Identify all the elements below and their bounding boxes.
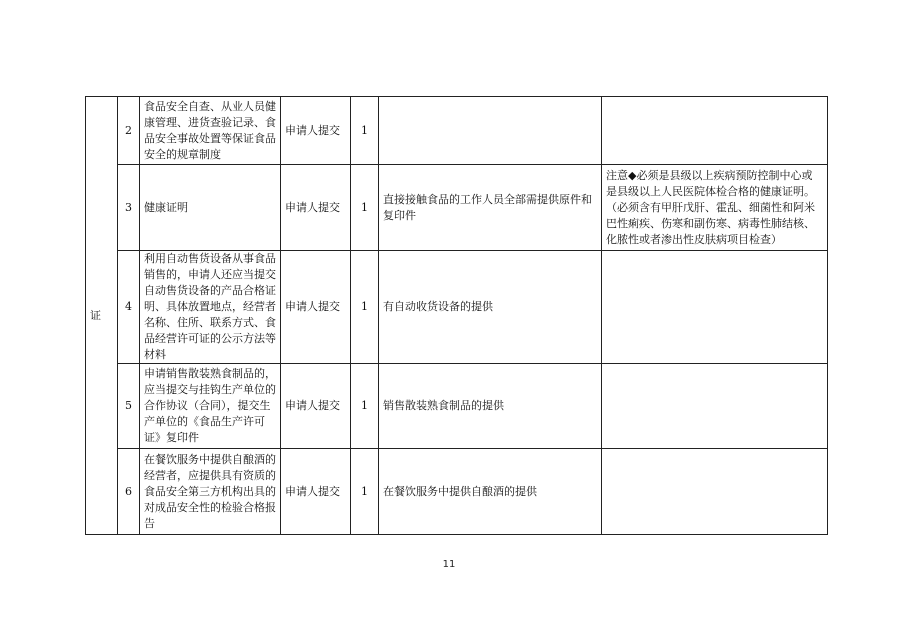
category-cell: 证 [86, 97, 118, 535]
submitter-cell: 申请人提交 [281, 364, 351, 449]
row-number: 3 [118, 165, 140, 251]
submitter-cell: 申请人提交 [281, 251, 351, 364]
row-number: 5 [118, 364, 140, 449]
condition-cell: 在餐饮服务中提供自酿酒的提供 [379, 449, 602, 535]
condition-cell: 有自动收货设备的提供 [379, 251, 602, 364]
copies-cell: 1 [351, 97, 379, 165]
copies-cell: 1 [351, 364, 379, 449]
material-name: 申请销售散装熟食制品的，应当提交与挂钩生产单位的合作协议（合同），提交生产单位的《食品生产许可证》复印件 [140, 364, 281, 449]
table-row [86, 449, 828, 535]
table-row [86, 97, 828, 165]
copies-cell: 1 [351, 165, 379, 251]
copies-cell: 1 [351, 449, 379, 535]
note-cell [602, 449, 828, 535]
table-row [86, 251, 828, 364]
row-number: 6 [118, 449, 140, 535]
material-name: 健康证明 [140, 165, 281, 251]
note-cell [602, 97, 828, 165]
submitter-cell: 申请人提交 [281, 449, 351, 535]
page-number: 11 [442, 559, 456, 570]
condition-cell: 直接接触食品的工作人员全部需提供原件和复印件 [379, 165, 602, 251]
material-name: 食品安全自查、从业人员健康管理、进货查验记录、食品安全事故处置等保证食品安全的规章制度 [140, 97, 281, 165]
material-name: 利用自动售货设备从事食品销售的，申请人还应当提交自动售货设备的产品合格证明、具体放置地点，经营者名称、住所、联系方式、食品经营许可证的公示方法等材料 [140, 251, 281, 364]
row-number: 4 [118, 251, 140, 364]
material-name: 在餐饮服务中提供自酿酒的经营者，应提供具有资质的食品安全第三方机构出具的对成品安全性的检验合格报告 [140, 449, 281, 535]
note-cell [602, 251, 828, 364]
submitter-cell: 申请人提交 [281, 97, 351, 165]
condition-cell: 销售散装熟食制品的提供 [379, 364, 602, 449]
table-row [86, 364, 828, 449]
condition-cell [379, 97, 602, 165]
submitter-cell: 申请人提交 [281, 165, 351, 251]
note-cell [602, 364, 828, 449]
table-row [86, 165, 828, 251]
materials-table [85, 96, 828, 535]
row-number: 2 [118, 97, 140, 165]
copies-cell: 1 [351, 251, 379, 364]
note-cell: 注意◆必须是县级以上疾病预防控制中心或是县级以上人民医院体检合格的健康证明。（必须含有甲肝戊肝、霍乱、细菌性和阿米巴性痢疾、伤寒和副伤寒、病毒性肺结核、化脓性或者渗出性皮肤病项目检查） [602, 165, 828, 251]
